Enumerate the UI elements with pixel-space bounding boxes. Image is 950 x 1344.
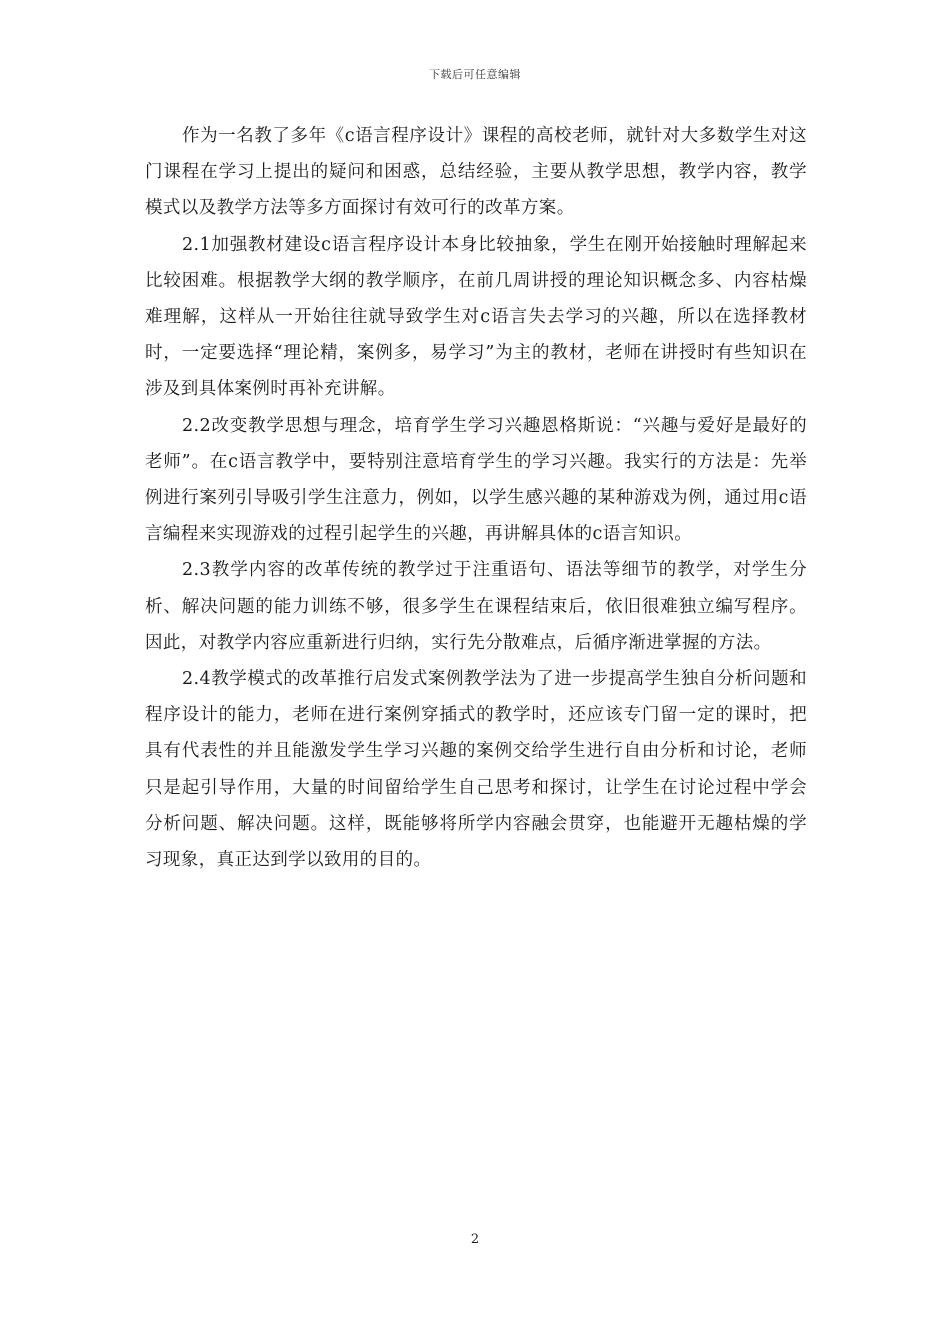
paragraph-2-3: 2.3教学内容的改革传统的教学过于注重语句、语法等细节的教学，对学生分析、解决问题的能力训练不够，很多学生在课程结束后，依旧很难独立编写程序。因此，对教学内容应重新进行归纳，实行先分散难点，后循序渐进掌握的方法。 bbox=[145, 560, 807, 653]
page-header: 下载后可任意编辑 bbox=[429, 68, 521, 81]
paragraph-2-1: 2.1加强教材建设c语言程序设计本身比较抽象，学生在刚开始接触时理解起来比较困难。根据教学大纲的教学顺序，在前几周讲授的理论知识概念多、内容枯燥难理解，这样从一开始往往就导致学生对c语言失去学习的兴趣，所以在选择教材时，一定要选择“理论精，案例多，易学习”为主的教材，老师在讲授时有些知识在涉及到具体案例时再补充讲解。 bbox=[145, 234, 807, 400]
page-number: 2 bbox=[470, 1232, 480, 1247]
paragraph-2-2: 2.2改变教学思想与理念，培育学生学习兴趣恩格斯说：“兴趣与爱好是最好的老师”。在c语言教学中，要特别注意培育学生的学习兴趣。我实行的方法是：先举例进行案列引导吸引学生注意力，例如，以学生感兴趣的某种游戏为例，通过用c语言编程来实现游戏的过程引起学生的兴趣，再讲解具体的c语言知识。 bbox=[145, 415, 807, 545]
paragraph-2-4: 2.4教学模式的改革推行启发式案例教学法为了进一步提高学生独自分析问题和程序设计的能力，老师在进行案例穿插式的教学时，还应该专门留一定的课时，把具有代表性的并且能激发学生学习兴趣的案例交给学生进行自由分析和讨论，老师只是起引导作用，大量的时间留给学生自己思考和探讨，让学生在讨论过程中学会分析问题、解决问题。这样，既能够将所学内容融会贯穿，也能避开无趣枯燥的学习现象，真正达到学以致用的目的。 bbox=[145, 669, 807, 871]
document-body bbox=[145, 118, 807, 878]
paragraph-intro: 作为一名教了多年《c语言程序设计》课程的高校老师，就针对大多数学生对这门课程在学习上提出的疑问和困惑，总结经验，主要从教学思想，教学内容，教学模式以及教学方法等多方面探讨有效可行的改革方案。 bbox=[145, 126, 807, 219]
